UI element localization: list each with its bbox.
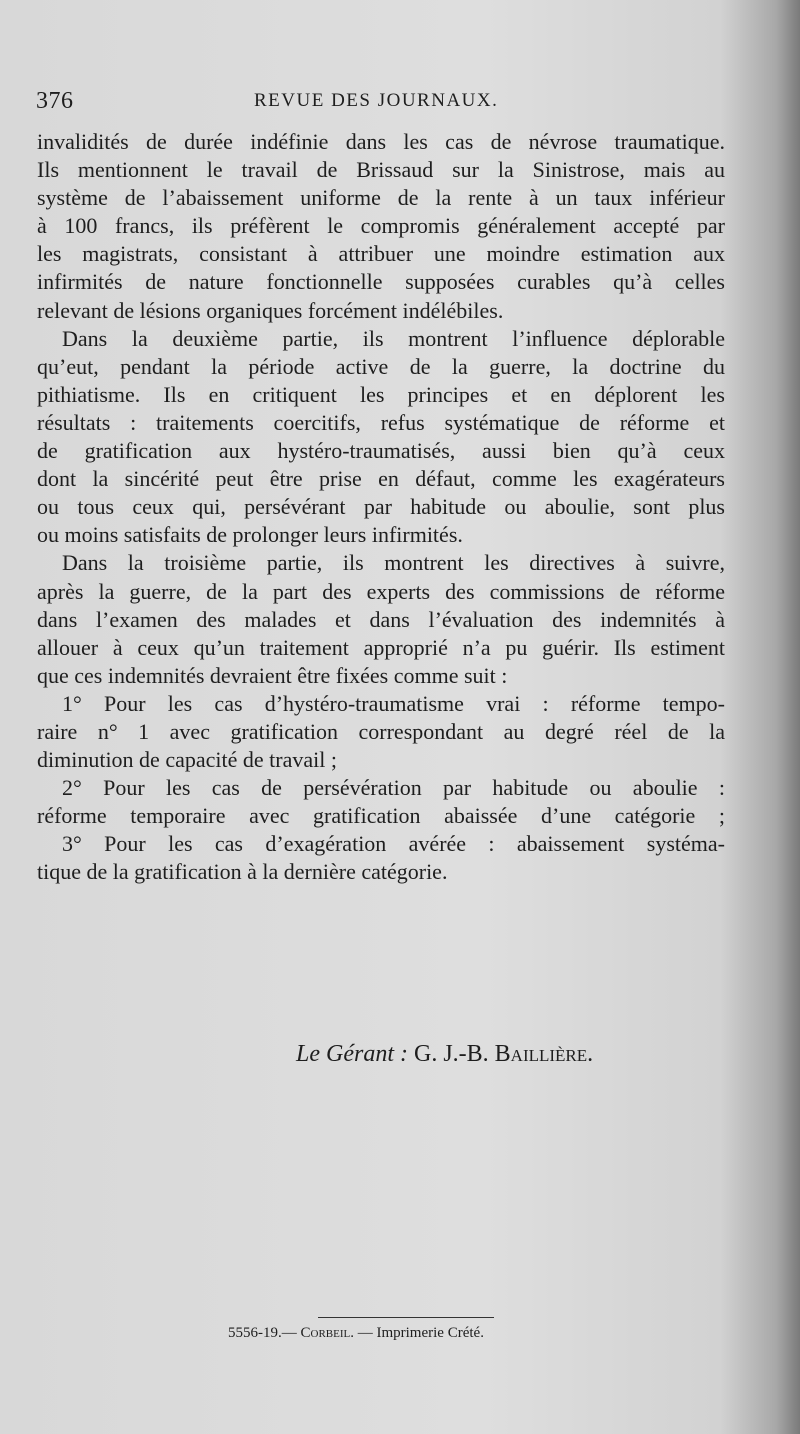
text-line: Ils mentionnent le travail de Brissaud sur la Sinistrose, mais au (37, 157, 725, 183)
text-line: invalidités de durée indéfinie dans les cas de névrose traumatique. (37, 129, 725, 154)
text-line: Dans la troisième partie, ils montrent les directives à suivre, (62, 550, 725, 576)
list-item-line: tique de la gratification à la dernière catégorie. (37, 859, 448, 885)
text-line: les magistrats, consistant à attribuer une moindre estimation aux (37, 241, 725, 267)
text-line: pithiatisme. Ils en critiquent les principes et en déplorent les (37, 381, 725, 407)
signature-line (296, 1041, 593, 1068)
list-item-line: 1° Pour les cas d’hystéro-traumatisme vrai : réforme tempo- (62, 690, 725, 716)
text-line: qu’eut, pendant la période active de la guerre, la doctrine du (37, 353, 725, 379)
imprint-printer: Imprimerie Crété. (376, 1325, 484, 1341)
text-line: résultats : traitements coercitifs, refus systématique de réforme et (37, 409, 725, 435)
signature-initials: G. J.-B. (413, 1041, 489, 1067)
imprint-rule (318, 1317, 494, 1318)
text-line: dans l’examen des malades et dans l’évaluation des indemnités à (37, 606, 725, 632)
signature-name: Baillière. (494, 1041, 594, 1067)
signature-label: Le Gérant : (296, 1041, 408, 1067)
text-line: Dans la deuxième partie, ils montrent l’influence déplorable (62, 325, 725, 351)
text-line: à 100 francs, ils préfèrent le compromis généralement accepté par (37, 213, 725, 239)
text-line: ou tous ceux qui, persévérant par habitude ou aboulie, sont plus (37, 494, 725, 520)
imprint (228, 1325, 484, 1342)
body-text (37, 128, 725, 887)
text-line: allouer à ceux qu’un traitement approprié n’a pu guérir. Ils estiment (37, 634, 725, 660)
text-line: dont la sincérité peut être prise en défaut, comme les exagérateurs (37, 466, 725, 492)
text-line: infirmités de nature fonctionnelle supposées curables qu’à celles (37, 269, 725, 295)
list-item-line: 3° Pour les cas d’exagération avérée : abaissement systéma- (62, 831, 725, 857)
text-line: ou moins satisfaits de prolonger leurs infirmités. (37, 522, 463, 548)
list-item-line: diminution de capacité de travail ; (37, 747, 337, 773)
text-line: de gratification aux hystéro-traumatisés, aussi bien qu’à ceux (37, 438, 725, 464)
text-line: relevant de lésions organiques forcément indélébiles. (37, 297, 504, 323)
running-head: REVUE DES JOURNAUX. (254, 90, 499, 111)
text-line: que ces indemnités devraient être fixées comme suit : (37, 662, 508, 688)
text-line: après la guerre, de la part des experts des commissions de réforme (37, 578, 725, 604)
list-item-line: réforme temporaire avec gratification abaissée d’une catégorie ; (37, 803, 725, 829)
imprint-city: Corbeil. (300, 1325, 354, 1341)
page-header (36, 88, 736, 118)
imprint-number: 5556-19.— (228, 1325, 297, 1341)
list-item-line: 2° Pour les cas de persévération par habitude ou aboulie : (62, 775, 725, 801)
list-item-line: raire n° 1 avec gratification correspondant au degré réel de la (37, 718, 725, 744)
page-number: 376 (36, 88, 74, 114)
imprint-separator: — (357, 1325, 373, 1341)
text-line: système de l’abaissement uniforme de la rente à un taux inférieur (37, 185, 725, 211)
